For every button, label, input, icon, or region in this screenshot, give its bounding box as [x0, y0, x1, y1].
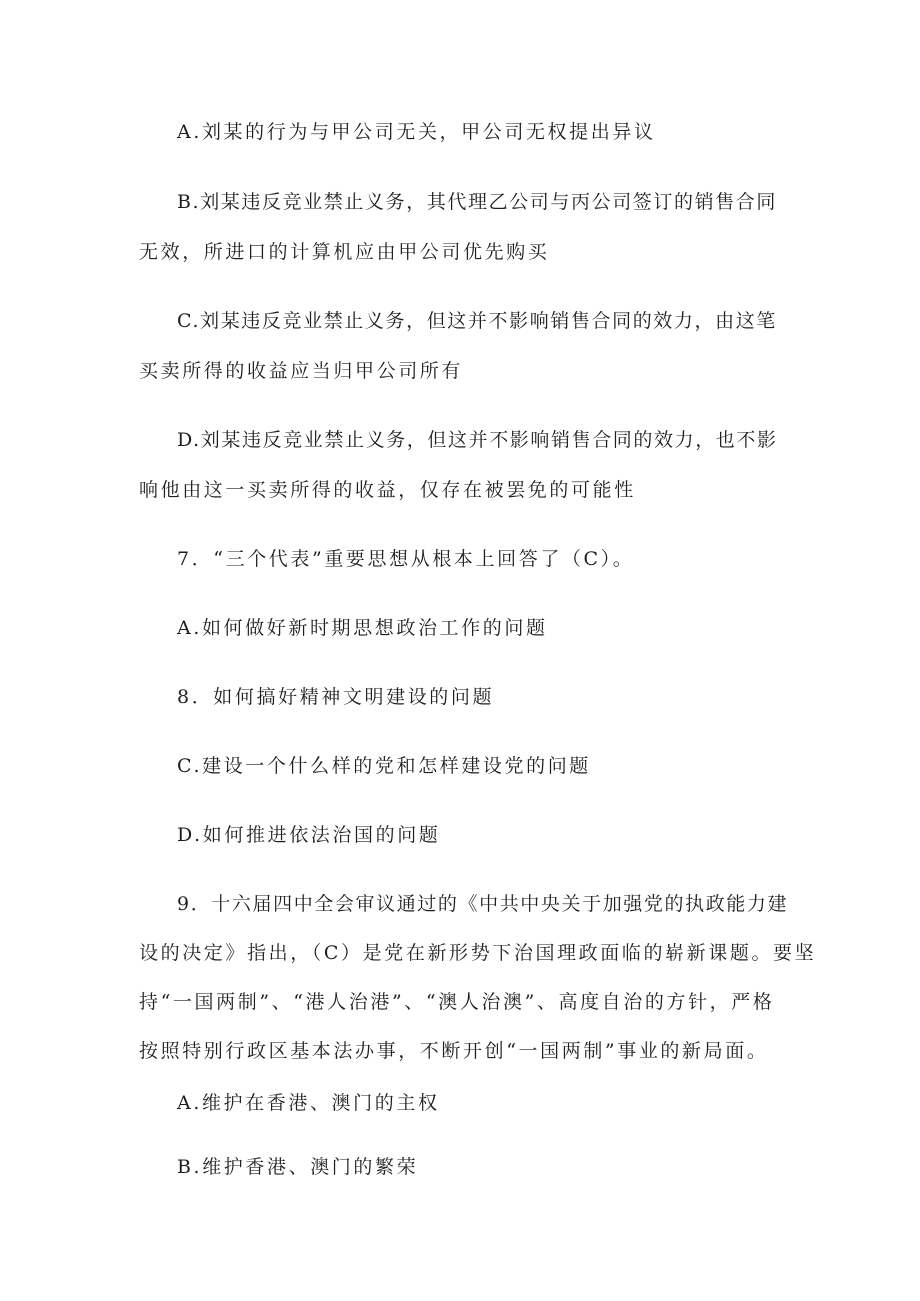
- question-9-line2: 设的决定》指出，（C）是党在新形势下治国理政面临的崭新课题。要坚: [139, 942, 817, 964]
- question-9-option-b: B.维护香港、澳门的繁荣: [177, 1156, 419, 1178]
- option-d-liu-line1: D.刘某违反竞业禁止义务，但这并不影响销售合同的效力，也不影: [177, 429, 778, 451]
- option-d-liu-line2: 响他由这一买卖所得的收益，仅存在被罢免的可能性: [139, 479, 636, 501]
- question-8: 8．如何搞好精神文明建设的问题: [177, 686, 495, 708]
- question-7-option-a: A.如何做好新时期思想政治工作的问题: [177, 617, 548, 639]
- question-7-option-d: D.如何推进依法治国的问题: [177, 824, 441, 846]
- question-7-option-c: C.建设一个什么样的党和怎样建设党的问题: [177, 755, 591, 777]
- question-9-line3: 持“一国两制”、“港人治港”、“澳人治澳”、高度自治的方针，严格: [139, 991, 775, 1013]
- option-c-liu-line2: 买卖所得的收益应当归甲公司所有: [139, 360, 464, 382]
- option-b-liu-line1: B.刘某违反竞业禁止义务，其代理乙公司与丙公司签订的销售合同: [177, 191, 778, 213]
- option-a-liu: A.刘某的行为与甲公司无关，甲公司无权提出异议: [177, 121, 656, 143]
- question-9-line1: 9．十六届四中全会审议通过的《中共中央关于加强党的执政能力建: [177, 893, 789, 915]
- question-7: 7．“三个代表”重要思想从根本上回答了（C）。: [177, 548, 635, 570]
- option-b-liu-line2: 无效，所进口的计算机应由甲公司优先购买: [139, 241, 550, 263]
- question-9-line4: 按照特别行政区基本法办事，不断开创“一国两制”事业的新局面。: [139, 1040, 769, 1062]
- question-9-option-a: A.维护在香港、澳门的主权: [177, 1092, 440, 1114]
- option-c-liu-line1: C.刘某违反竞业禁止义务，但这并不影响销售合同的效力，由这笔: [177, 310, 777, 332]
